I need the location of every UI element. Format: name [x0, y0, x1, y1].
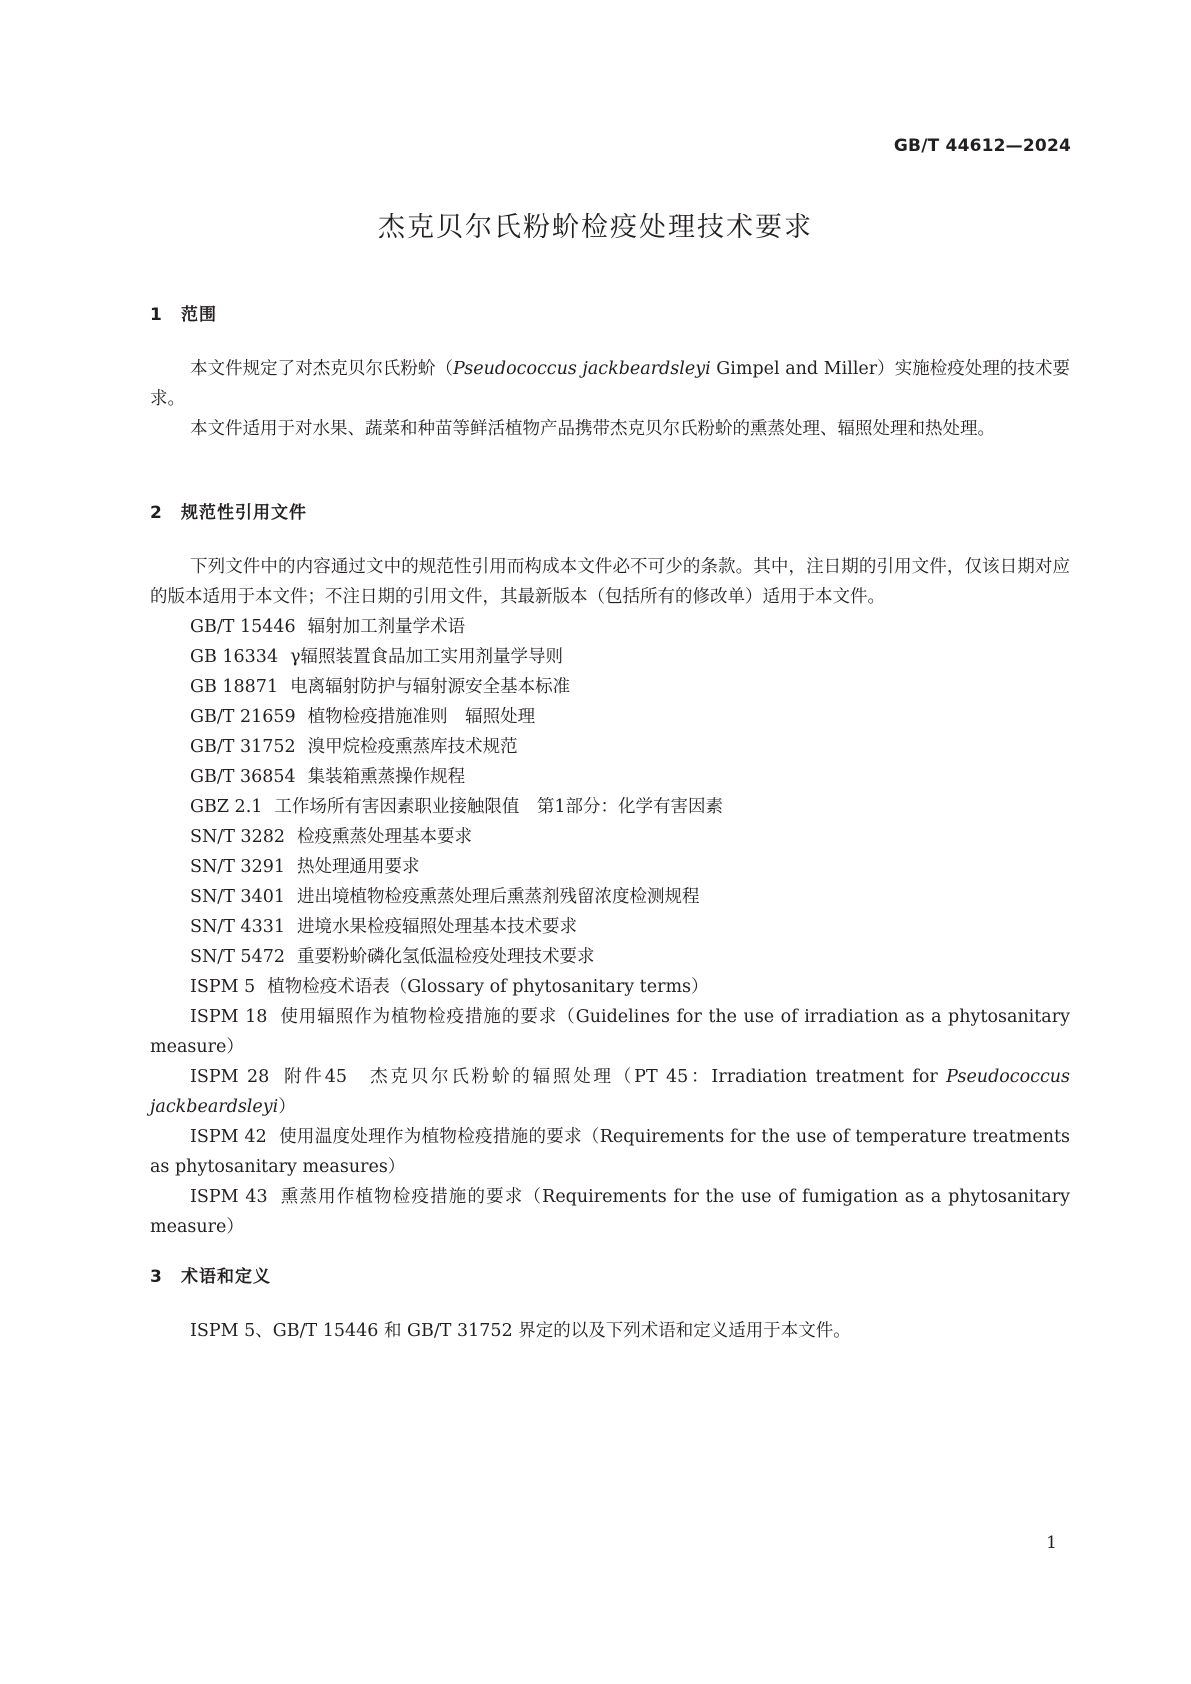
reference-item: [150, 1182, 1070, 1242]
document-title: 杰克贝尔氏粉蚧检疫处理技术要求: [378, 212, 813, 243]
reference-item: [150, 642, 1070, 672]
reference-code: SN/T 3401: [190, 887, 285, 907]
section-title: 范围: [181, 305, 217, 325]
reference-code: GB/T 36854: [190, 767, 296, 787]
reference-code: GB 16334: [190, 647, 279, 667]
reference-item: [150, 822, 1070, 852]
reference-code: SN/T 3291: [190, 857, 285, 877]
reference-title: 使用温度处理作为植物检疫措施的要求（Requirements for the use of temperature treatments as phytosanitary measures）: [150, 1127, 1070, 1177]
paragraph: ISPM 5、GB/T 15446 和 GB/T 31752 界定的以及下列术语和定义适用于本文件。: [190, 1321, 851, 1341]
paragraph: 下列文件中的内容通过文中的规范性引用而构成本文件必不可少的条款。其中，注日期的引用文件，仅该日期对应的版本适用于本文件；不注日期的引用文件，其最新版本（包括所有的修改单）适用于本文件。: [150, 557, 1070, 607]
page-number: 1: [1046, 1533, 1057, 1553]
reference-title: 热处理通用要求: [296, 857, 420, 877]
section-number: 2: [150, 503, 163, 523]
reference-code: ISPM 18: [190, 1007, 268, 1027]
reference-title: 使用辐照作为植物检疫措施的要求（Guidelines for the use of irradiation as a phytosanitary measure）: [150, 1007, 1070, 1057]
reference-title: 重要粉蚧磷化氢低温检疫处理技术要求: [296, 947, 595, 967]
reference-item: [150, 882, 1070, 912]
reference-item: [150, 912, 1070, 942]
section-title: 规范性引用文件: [181, 503, 307, 523]
reference-code: ISPM 28: [190, 1067, 270, 1087]
reference-code: SN/T 4331: [190, 917, 285, 937]
paragraph-text: Gimpel and Miller）实施检疫处理的技术要求。: [150, 359, 1070, 409]
reference-code: GB 18871: [190, 677, 279, 697]
reference-item: [150, 792, 1070, 822]
standard-code: GB/T 44612—2024: [893, 136, 1071, 156]
reference-item: [150, 672, 1070, 702]
reference-item: [150, 942, 1070, 972]
section-heading-terms-definitions: [150, 1262, 271, 1287]
reference-title: 进境水果检疫辐照处理基本技术要求: [296, 917, 577, 937]
section-heading-scope: [150, 300, 217, 325]
reference-code: GB/T 31752: [190, 737, 296, 757]
section-scope-body: [150, 354, 1070, 444]
reference-item: [150, 1002, 1070, 1062]
reference-list: [150, 612, 1070, 1242]
section-terms-body: [150, 1316, 1070, 1346]
species-name: Pseudococcus jackbeardsleyi: [150, 1067, 1070, 1117]
reference-code: ISPM 5: [190, 977, 256, 997]
reference-title: 辐射加工剂量学术语: [307, 617, 466, 637]
reference-title: ）: [278, 1097, 296, 1117]
reference-code: SN/T 5472: [190, 947, 285, 967]
section-number: 3: [150, 1267, 163, 1287]
section-references-body: [150, 552, 1070, 1242]
reference-title: 熏蒸用作植物检疫措施的要求（Requirements for the use of fumigation as a phytosanitary measure）: [150, 1187, 1070, 1237]
reference-title: 植物检疫术语表（Glossary of phytosanitary terms）: [267, 977, 709, 997]
reference-title: 溴甲烷检疫熏蒸库技术规范: [307, 737, 518, 757]
reference-item: [150, 852, 1070, 882]
paragraph-text: 本文件规定了对杰克贝尔氏粉蚧（: [190, 359, 453, 379]
reference-code: ISPM 42: [190, 1127, 267, 1147]
reference-item: [150, 612, 1070, 642]
reference-title: γ辐照装置食品加工实用剂量学导则: [290, 647, 564, 667]
reference-title: 检疫熏蒸处理基本要求: [296, 827, 472, 847]
reference-title: 植物检疫措施准则 辐照处理: [307, 707, 536, 727]
reference-title: 工作场所有害因素职业接触限值 第1部分：化学有害因素: [274, 797, 724, 817]
paragraph: 本文件适用于对水果、蔬菜和种苗等鲜活植物产品携带杰克贝尔氏粉蚧的熏蒸处理、辐照处理和热处理。: [190, 419, 995, 439]
reference-code: GB/T 21659: [190, 707, 296, 727]
section-title: 术语和定义: [181, 1267, 271, 1287]
reference-item: [150, 1122, 1070, 1182]
reference-item: [150, 762, 1070, 792]
reference-title: 附件45 杰克贝尔氏粉蚧的辐照处理（PT 45：Irradiation treatment for: [281, 1067, 947, 1087]
species-name: Pseudococcus jackbeardsleyi: [453, 359, 711, 379]
reference-item: [150, 732, 1070, 762]
reference-title: 进出境植物检疫熏蒸处理后熏蒸剂残留浓度检测规程: [296, 887, 700, 907]
reference-code: GB/T 15446: [190, 617, 296, 637]
reference-code: SN/T 3282: [190, 827, 285, 847]
reference-item: [150, 972, 1070, 1002]
reference-code: GBZ 2.1: [190, 797, 263, 817]
section-number: 1: [150, 305, 163, 325]
reference-item: [150, 1062, 1070, 1122]
reference-title: 电离辐射防护与辐射源安全基本标准: [290, 677, 571, 697]
reference-item: [150, 702, 1070, 732]
section-heading-normative-references: [150, 498, 307, 523]
reference-title: 集装箱熏蒸操作规程: [307, 767, 466, 787]
reference-code: ISPM 43: [190, 1187, 268, 1207]
paragraph: [150, 354, 1070, 414]
